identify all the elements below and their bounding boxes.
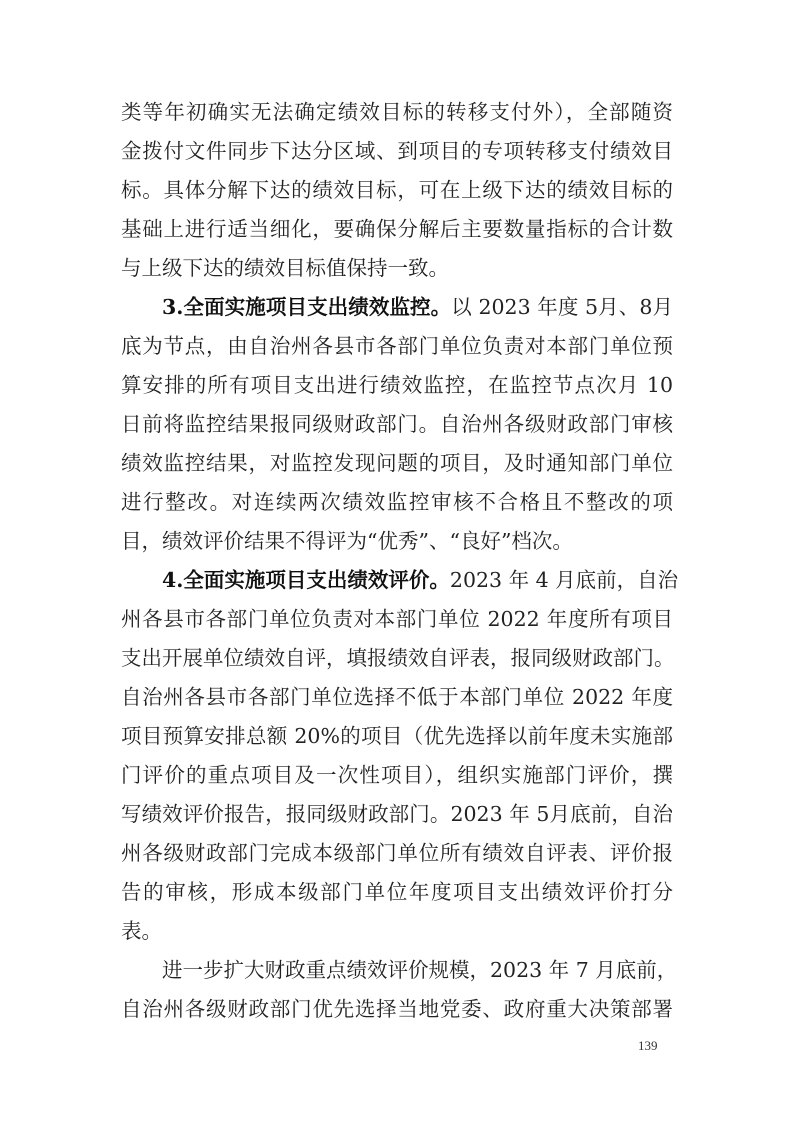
body-text-line: 金拨付文件同步下达分区域、到项目的专项转移支付绩效目 bbox=[121, 139, 673, 163]
body-text-line: 日前将监控结果报同级财政部门。自治州各级财政部门审核 bbox=[121, 412, 673, 436]
body-text-line: 表。 bbox=[121, 919, 162, 943]
body-text-line: 与上级下达的绩效目标值保持一致。 bbox=[121, 256, 449, 280]
body-text-line: 告的审核，形成本级部门单位年度项目支出绩效评价打分 bbox=[121, 880, 673, 904]
body-text-line: 州各县市各部门单位负责对本部门单位 2022 年度所有项目 bbox=[121, 607, 673, 631]
body-text-line: 州各级财政部门完成本级部门单位所有绩效自评表、评价报 bbox=[121, 841, 673, 865]
body-text-line: 写绩效评价报告，报同级财政部门。2023 年 5月底前，自治 bbox=[121, 802, 673, 826]
body-text-line: 底为节点，由自治州各县市各部门单位负责对本部门单位预 bbox=[121, 334, 673, 358]
section-heading: 3.全面实施项目支出绩效监控。 bbox=[162, 295, 452, 319]
body-text-line: 支出开展单位绩效自评，填报绩效自评表，报同级财政部门。 bbox=[121, 646, 675, 670]
body-text-line: 进行整改。对连续两次绩效监控审核不合格且不整改的项 bbox=[121, 490, 673, 514]
body-text-line: 自治州各级财政部门优先选择当地党委、政府重大决策部署 bbox=[121, 997, 673, 1021]
body-text-line: 目，绩效评价结果不得评为“优秀”、“良好”档次。 bbox=[121, 529, 573, 553]
body-text-line: 基础上进行适当细化，要确保分解后主要数量指标的合计数 bbox=[121, 217, 673, 241]
section-heading-line bbox=[162, 293, 673, 321]
page-number: 139 bbox=[638, 1038, 658, 1053]
body-text-line: 项目预算安排总额 20%的项目（优先选择以前年度未实施部 bbox=[121, 724, 673, 748]
body-text-line: 绩效监控结果，对监控发现问题的项目，及时通知部门单位 bbox=[121, 451, 673, 475]
body-text-line: 自治州各县市各部门单位选择不低于本部门单位 2022 年度 bbox=[121, 685, 673, 709]
body-text-line: 类等年初确实无法确定绩效目标的转移支付外），全部随资 bbox=[121, 100, 673, 124]
section-heading-line bbox=[162, 566, 679, 594]
body-text: 2023 年 4 月底前，自治 bbox=[449, 568, 679, 592]
body-text-line: 进一步扩大财政重点绩效评价规模，2023 年 7 月底前， bbox=[162, 958, 678, 982]
section-heading: 4.全面实施项目支出绩效评价。 bbox=[162, 568, 450, 592]
body-text: 以 2023 年度 5月、8月 bbox=[451, 295, 673, 319]
body-text-line: 算安排的所有项目支出进行绩效监控，在监控节点次月 10 bbox=[121, 373, 673, 397]
body-text-line: 门评价的重点项目及一次性项目），组织实施部门评价，撰 bbox=[121, 763, 673, 787]
body-text-line: 标。具体分解下达的绩效目标，可在上级下达的绩效目标的 bbox=[121, 178, 673, 202]
